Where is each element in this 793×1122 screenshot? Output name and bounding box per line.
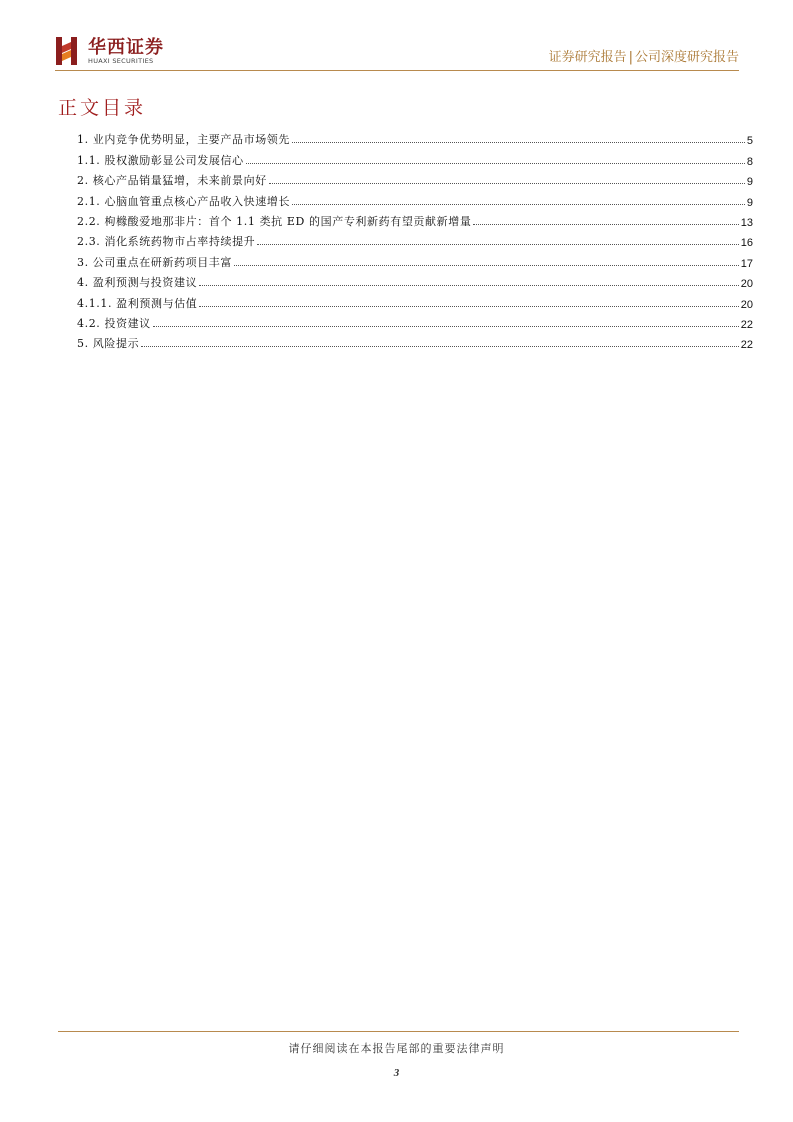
toc-leader-dots xyxy=(153,326,739,327)
toc-entry[interactable] xyxy=(77,168,753,188)
toc-entry[interactable] xyxy=(77,147,753,167)
toc-entry-label: 1. 业内竞争优势明显，主要产品市场领先 xyxy=(77,133,290,147)
logo-chinese-name: 华西证券 xyxy=(88,37,164,58)
toc-leader-dots xyxy=(199,285,739,286)
toc-entry[interactable] xyxy=(77,270,753,290)
toc-entry-page: 5 xyxy=(746,135,753,148)
page-number: 3 xyxy=(393,1067,400,1079)
toc-entry-label: 1.1. 股权激励彰显公司发展信心 xyxy=(77,153,244,167)
toc-leader-dots xyxy=(246,163,745,164)
toc-entry-label: 3. 公司重点在研新药项目丰富 xyxy=(77,255,232,269)
toc-entry[interactable] xyxy=(77,127,753,147)
toc-leader-dots xyxy=(257,244,738,245)
report-type: 证券研究报告 xyxy=(548,50,627,65)
logo-english-name: HUAXI SECURITIES xyxy=(88,57,154,65)
toc-leader-dots xyxy=(292,142,745,143)
toc-leader-dots xyxy=(269,183,745,184)
header-divider xyxy=(55,70,739,71)
toc-entry-page: 20 xyxy=(740,298,753,311)
header-separator: | xyxy=(628,50,633,65)
toc-entry-page: 16 xyxy=(740,237,753,250)
toc-entry-label: 4. 盈利预测与投资建议 xyxy=(77,276,198,290)
toc-title: 正文目录 xyxy=(58,97,147,119)
toc-entry-label: 4.1.1. 盈利预测与估值 xyxy=(77,296,198,310)
toc-leader-dots xyxy=(234,265,739,266)
toc-entry[interactable] xyxy=(77,249,753,269)
toc-leader-dots xyxy=(199,306,738,307)
toc-entry-page: 13 xyxy=(740,216,753,229)
toc-entry-label: 4.2. 投资建议 xyxy=(77,316,151,330)
toc-entry[interactable] xyxy=(77,311,753,331)
huaxi-logo-mark-icon xyxy=(55,36,79,66)
huaxi-logo xyxy=(55,33,185,69)
toc-entry[interactable] xyxy=(77,229,753,249)
toc-leader-dots xyxy=(292,204,745,205)
report-subtype: 公司深度研究报告 xyxy=(634,50,739,65)
toc-entry-page: 17 xyxy=(740,257,753,270)
toc-entry[interactable] xyxy=(77,290,753,310)
toc-entry-label: 2.3. 消化系统药物市占率持续提升 xyxy=(77,235,256,249)
toc-leader-dots xyxy=(141,346,739,347)
report-category xyxy=(549,46,739,65)
toc-entry[interactable] xyxy=(77,331,753,351)
toc-entry-label: 2.1. 心脑血管重点核心产品收入快速增长 xyxy=(77,194,291,208)
table-of-contents xyxy=(77,127,753,351)
toc-entry-page: 9 xyxy=(746,176,753,189)
toc-entry-page: 22 xyxy=(740,318,753,331)
page-header xyxy=(55,33,739,73)
toc-entry-page: 22 xyxy=(740,339,753,352)
toc-entry-page: 8 xyxy=(746,155,753,168)
legal-notice: 请仔细阅读在本报告尾部的重要法律声明 xyxy=(288,1042,505,1055)
toc-entry-page: 9 xyxy=(746,196,753,209)
toc-entry[interactable] xyxy=(77,188,753,208)
footer-divider xyxy=(58,1031,739,1032)
toc-entry-label: 2. 核心产品销量猛增，未来前景向好 xyxy=(77,174,267,188)
toc-entry[interactable] xyxy=(77,209,753,229)
toc-leader-dots xyxy=(473,224,738,225)
toc-entry-label: 2.2. 枸橼酸爱地那非片：首个 1.1 类抗 ED 的国产专利新药有望贡献新增量 xyxy=(77,214,472,228)
toc-entry-label: 5. 风险提示 xyxy=(77,337,140,351)
toc-entry-page: 20 xyxy=(740,278,753,291)
